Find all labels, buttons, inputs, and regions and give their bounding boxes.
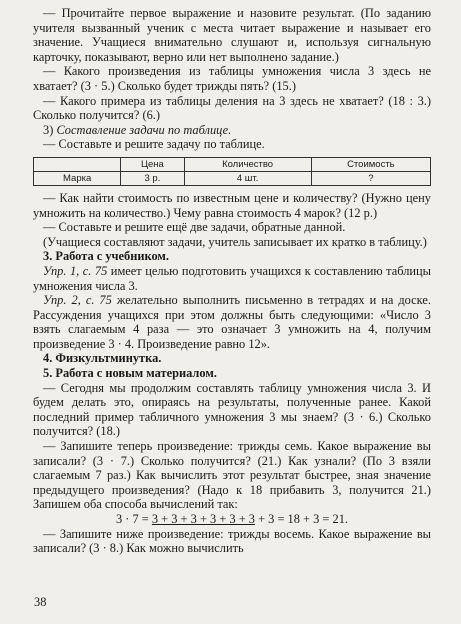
table-cell: ?	[311, 171, 430, 185]
paragraph-instruction-1: — Прочитайте первое выражение и назовите результат. (По заданию учителя вызванный ученик с места читает выражение и называет его значение. Учащиеся внимательно слушают и, используя сигнальную карточку, показывают, верно или нет выполнено задание.)	[33, 6, 431, 64]
exercise-1-text: имеет целью подготовить учащихся к составлению таблицы умножения числа 3.	[33, 263, 431, 293]
table-header-cell: Стоимость	[311, 157, 430, 171]
table-header-cell: Цена	[121, 157, 184, 171]
paragraph-question-missing-division: — Какого примера из таблицы деления на 3 здесь не хватает? (18 : 3.) Сколько получится? (6.)	[33, 93, 431, 123]
section-heading-textbook-work: 3. Работа с учебником.	[43, 249, 169, 264]
table-header-cell	[34, 157, 121, 171]
paragraph-students-note: (Учащиеся составляют задачи, учитель записывает их кратко в таблицу.)	[43, 234, 427, 249]
paragraph-continue-table: — Сегодня мы продолжим составлять таблицу умножения числа 3. И будем делать это, опираясь на результаты, полученные ранее. Какой последний пример табличного умножения 3 мы знаем? (3 · 6.) Сколько получится? (18.)	[33, 380, 431, 439]
paragraph-cost-question: — Как найти стоимость по известным цене и количеству? (Нужно цену умножить на количество.) Чему равна стоимость 4 марок? (12 р.)	[33, 190, 431, 220]
exercise-2-reference: Упр. 2, с. 75	[43, 293, 112, 308]
table-cell: Марка	[34, 171, 121, 185]
exercise-1-reference: Упр. 1, с. 75	[43, 263, 108, 278]
paragraph-inverse-tasks: — Составьте и решите ещё две задачи, обратные данной.	[43, 220, 346, 235]
table-row	[34, 171, 431, 185]
paragraph-exercise-1	[33, 264, 431, 293]
price-table	[33, 157, 431, 186]
equation-left: 3 · 7 =	[115, 512, 152, 526]
equation-right: + 3 = 18 + 3 = 21.	[254, 512, 348, 526]
subsection-number: 3)	[43, 122, 54, 137]
subsection-title: Составление задачи по таблице.	[56, 122, 232, 137]
exercise-2-text: желательно выполнить письменно в тетрадях и на доске. Рассуждения учащихся при этом должны быть следующими: «Число 3 взять слагаемым 4 раза — это означает 3 умножить на 4, получим произведение 3 · 4. Произведение равно 12».	[33, 293, 431, 351]
table-header-cell: Количество	[184, 157, 311, 171]
paragraph-exercise-2	[33, 293, 431, 351]
equation-line	[33, 512, 431, 527]
paragraph-table-task: — Составьте и решите задачу по таблице.	[43, 137, 265, 152]
paragraph-question-missing-product: — Какого произведения из таблицы умножения числа 3 здесь не хватает? (3 · 5.) Сколько будет трижды пять? (15.)	[33, 64, 431, 93]
table-cell: 3 р.	[121, 171, 184, 185]
equation-underlined-sum: 3 + 3 + 3 + 3 + 3 + 3	[151, 512, 255, 526]
section-heading-new-material: 5. Работа с новым материалом.	[43, 366, 217, 381]
page-number: 38	[34, 595, 47, 609]
table-header-row	[34, 157, 431, 171]
section-heading-physical-break: 4. Физкультминутка.	[43, 351, 162, 366]
paragraph-three-times-eight: — Запишите ниже произведение: трижды восемь. Какое выражение вы записали? (3 · 8.) Как можно вычислить	[33, 526, 431, 556]
paragraph-three-times-seven: — Запишите теперь произведение: трижды семь. Какое выражение вы записали? (3 · 7.) Сколько получится? (21.) Как узнали? (По 3 взяли слагаемым 7 раз.) Как вычислить этот результат быстрее, зная значение предыдущего произведения? (Надо к 18 прибавить 3, получится 21.) Запишем оба способа вычислений так:	[33, 439, 431, 512]
table-cell: 4 шт.	[184, 171, 311, 185]
subsection-heading	[33, 123, 431, 138]
